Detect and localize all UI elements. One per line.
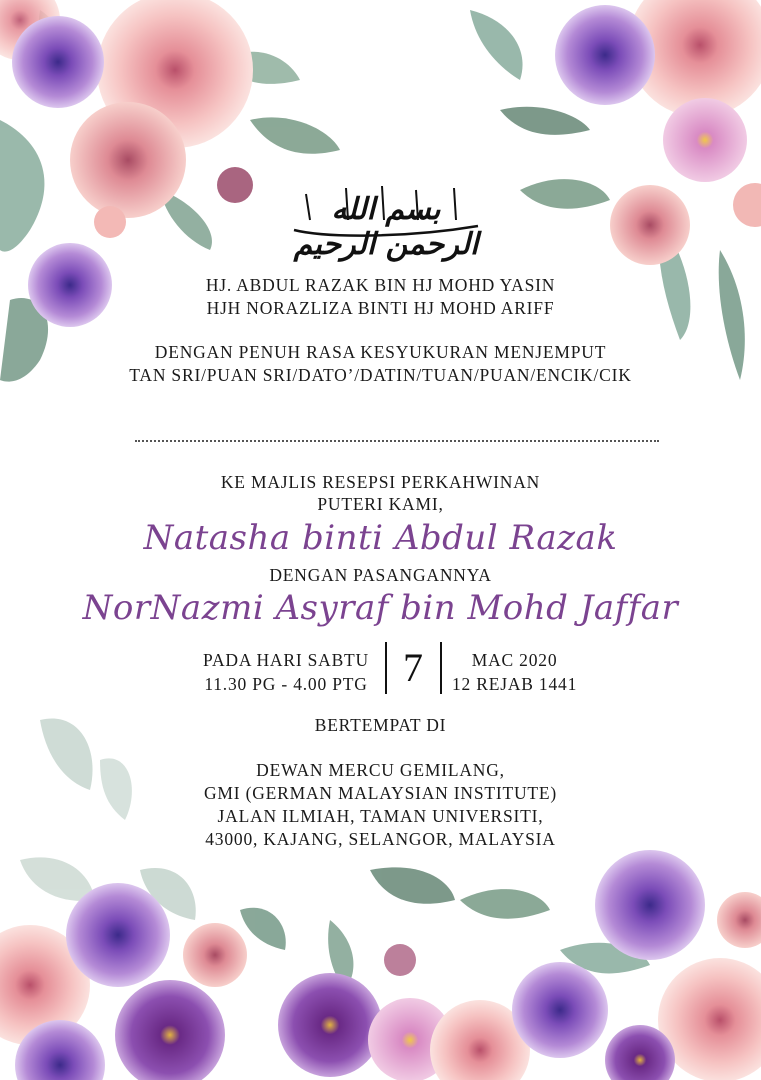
venue-line-4: 43000, KAJANG, SELANGOR, MALAYSIA — [205, 829, 556, 849]
venue-line-2: GMI (GERMAN MALAYSIAN INSTITUTE) — [203, 783, 558, 803]
bismillah-text: بسم الله الرحمن الرحيم — [293, 192, 479, 262]
event-line-2: PUTERI KAMI, — [317, 494, 444, 514]
guest-name-line — [135, 440, 659, 442]
date-left — [203, 648, 369, 696]
connector-text: DENGAN PASANGANNYA — [269, 565, 492, 585]
venue-line-1: DEWAN MERCU GEMILANG, — [256, 760, 505, 780]
bismillah-calligraphy — [286, 180, 486, 262]
venue-label: BERTEMPAT DI — [314, 715, 447, 735]
host-father: HJ. ABDUL RAZAK BIN HJ MOHD YASIN — [205, 275, 556, 295]
event-line-1: KE MAJLIS RESEPSI PERKAHWINAN — [220, 472, 541, 492]
bride-name: Natasha binti Abdul Razak — [143, 518, 618, 558]
day-label: PADA HARI SABTU — [203, 650, 369, 670]
date-right — [452, 648, 577, 696]
groom-name: NorNazmi Asyraf bin Mohd Jaffar — [82, 588, 679, 628]
host-mother: HJH NORAZLIZA BINTI HJ MOHD ARIFF — [206, 298, 555, 318]
invite-line-1: DENGAN PENUH RASA KESYUKURAN MENJEMPUT — [154, 342, 607, 362]
day-number: 7 — [403, 645, 423, 690]
venue-line-3: JALAN ILMIAH, TAMAN UNIVERSITI, — [217, 806, 544, 826]
month-year: MAC 2020 — [471, 650, 558, 670]
event-time: 11.30 PG - 4.00 PTG — [204, 674, 368, 694]
invite-line-2: TAN SRI/PUAN SRI/DATO’/DATIN/TUAN/PUAN/ENCIK/CIK — [129, 365, 632, 385]
date-divider-right — [440, 642, 442, 694]
hijri-date: 12 REJAB 1441 — [452, 674, 578, 694]
date-block — [0, 640, 761, 696]
